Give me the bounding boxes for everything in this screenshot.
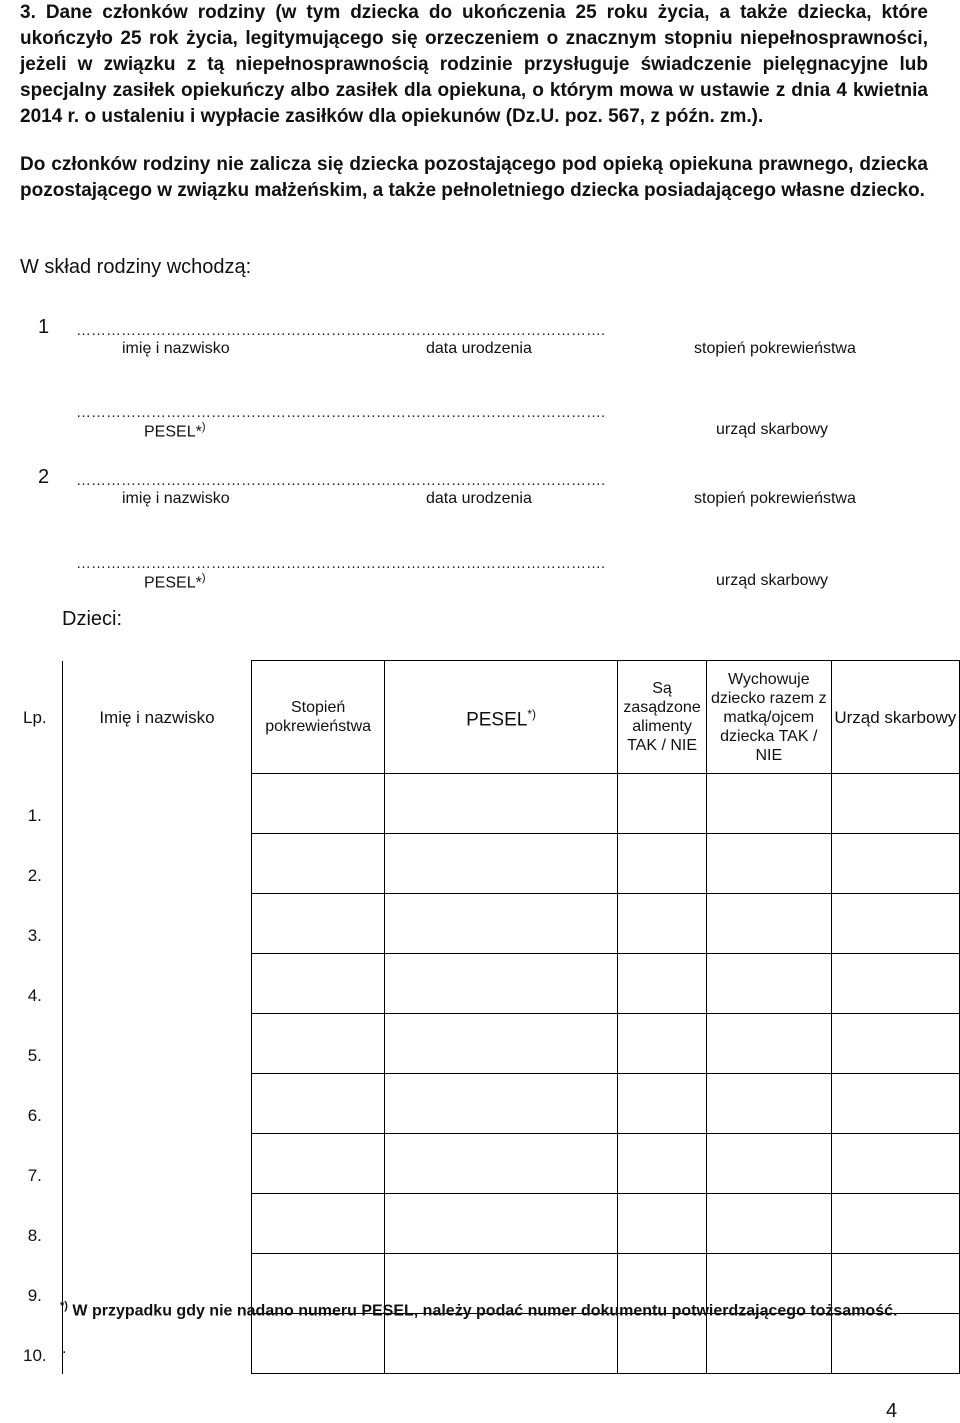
cell-raised[interactable] — [706, 1194, 831, 1254]
cell-relation[interactable] — [252, 954, 385, 1014]
footnote: *) W przypadku gdy nie nadano numeru PESEL, należy podać numer dokumentu potwierdzającego tożsamość. — [60, 1300, 898, 1320]
row-number: 5. — [8, 1014, 62, 1074]
table-row — [8, 1134, 960, 1194]
cell-relation[interactable] — [252, 774, 385, 834]
table-row — [8, 954, 960, 1014]
member-number: 2 — [38, 466, 50, 488]
cell-name[interactable] — [62, 774, 252, 834]
cell-relation[interactable] — [252, 1014, 385, 1074]
cell-alimony[interactable] — [618, 954, 707, 1014]
pesel-label: PESEL*) — [144, 572, 206, 592]
table-row — [8, 1074, 960, 1134]
cell-name[interactable] — [62, 954, 252, 1014]
cell-alimony[interactable] — [618, 774, 707, 834]
row-number: 3. — [8, 894, 62, 954]
exclusion-paragraph: Do członków rodziny nie zalicza się dziecka pozostającego pod opieką opiekuna prawnego, dziecka pozostającego w związku małżeńskim, a także pełnoletniego dziecka posiadającego własne dziecko. — [20, 154, 928, 201]
cell-office[interactable] — [831, 1194, 959, 1254]
cell-pesel[interactable] — [384, 1194, 617, 1254]
cell-name[interactable] — [62, 834, 252, 894]
row-number: 6. — [8, 1074, 62, 1134]
cell-pesel[interactable] — [384, 1074, 617, 1134]
cell-raised[interactable] — [706, 954, 831, 1014]
cell-raised[interactable] — [706, 894, 831, 954]
col-header-relation: Stopień pokrewieństwa — [252, 661, 385, 774]
row-number: 1. — [8, 774, 62, 834]
pesel-label: PESEL*) — [144, 421, 206, 441]
children-heading: Dzieci: — [62, 608, 123, 630]
cell-raised[interactable] — [706, 1134, 831, 1194]
cell-name[interactable] — [62, 1134, 252, 1194]
intro-paragraph: 3. Dane członków rodziny (w tym dziecka do ukończenia 25 roku życia, a także dziecka, które ukończyło 25 rok życia, legitymującego się orzeczeniem o znacznym stopniu niepełnosprawności, jeżeli w związku z tą niepełnosprawnością rodzinie przysługuje świadczenie pielęgnacyjne lub specjalny zasiłek opiekuńczy albo zasiłek dla opiekuna, o którym mowa w ustawie z dnia 4 kwietnia 2014 r. o ustaleniu i wypłacie zasiłków dla opiekunów (Dz.U. poz. 567, z późn. zm.). — [20, 2, 928, 127]
member-number: 1 — [38, 316, 50, 338]
tax-office-label: urząd skarbowy — [716, 572, 829, 589]
cell-name[interactable] — [62, 1014, 252, 1074]
table-row — [8, 834, 960, 894]
cell-name[interactable] — [62, 1074, 252, 1134]
birth-date-label: data urodzenia — [426, 490, 532, 507]
row-number: 8. — [8, 1194, 62, 1254]
cell-alimony[interactable] — [618, 894, 707, 954]
cell-raised[interactable] — [706, 834, 831, 894]
cell-relation[interactable] — [252, 1074, 385, 1134]
row-number: 4. — [8, 954, 62, 1014]
cell-raised[interactable] — [706, 1074, 831, 1134]
cell-pesel[interactable] — [384, 834, 617, 894]
cell-office[interactable] — [831, 1074, 959, 1134]
cell-pesel[interactable] — [384, 954, 617, 1014]
table-row — [8, 894, 960, 954]
children-table — [8, 660, 960, 1374]
cell-office[interactable] — [831, 774, 959, 834]
cell-raised[interactable] — [706, 774, 831, 834]
tax-office-label: urząd skarbowy — [716, 421, 829, 438]
cell-raised[interactable] — [706, 1314, 831, 1374]
col-header-pesel: PESEL*) — [384, 661, 617, 774]
cell-alimony[interactable] — [618, 1074, 707, 1134]
name-label: imię i nazwisko — [122, 340, 230, 357]
cell-office[interactable] — [831, 1314, 959, 1374]
member-name-birth-relation-field[interactable]: ……………………………………………………………………………………………. — [76, 472, 606, 489]
table-row — [8, 774, 960, 834]
col-header-lp: Lp. — [8, 661, 62, 774]
row-number: 7. — [8, 1134, 62, 1194]
cell-alimony[interactable] — [618, 1314, 707, 1374]
cell-office[interactable] — [831, 834, 959, 894]
relation-label: stopień pokrewieństwa — [694, 490, 856, 507]
cell-office[interactable] — [831, 954, 959, 1014]
cell-alimony[interactable] — [618, 1134, 707, 1194]
col-header-name: Imię i nazwisko — [62, 661, 252, 774]
cell-relation[interactable] — [252, 1134, 385, 1194]
name-label: imię i nazwisko — [122, 490, 230, 507]
cell-pesel[interactable] — [384, 1314, 617, 1374]
cell-relation[interactable] — [252, 834, 385, 894]
cell-pesel[interactable] — [384, 894, 617, 954]
row-number: 9. — [8, 1254, 62, 1314]
cell-office[interactable] — [831, 1014, 959, 1074]
cell-alimony[interactable] — [618, 834, 707, 894]
cell-office[interactable] — [831, 1134, 959, 1194]
cell-alimony[interactable] — [618, 1014, 707, 1074]
family-composition-heading: W skład rodziny wchodzą: — [20, 256, 252, 278]
table-row — [8, 1194, 960, 1254]
cell-pesel[interactable] — [384, 774, 617, 834]
page-number: 4 — [886, 1400, 898, 1422]
cell-pesel[interactable] — [384, 1014, 617, 1074]
cell-pesel[interactable] — [384, 1134, 617, 1194]
cell-office[interactable] — [831, 894, 959, 954]
row-number: 10. — [8, 1314, 62, 1374]
row-number: 2. — [8, 834, 62, 894]
footnote-trailing-dot: . — [62, 1340, 67, 1357]
col-header-tax-office: Urząd skarbowy — [831, 661, 959, 774]
cell-raised[interactable] — [706, 1014, 831, 1074]
cell-name[interactable] — [62, 1314, 252, 1374]
member-pesel-office-field[interactable]: ……………………………………………………………………………………………. — [76, 555, 606, 572]
table-row — [8, 1014, 960, 1074]
cell-alimony[interactable] — [618, 1194, 707, 1254]
cell-name[interactable] — [62, 894, 252, 954]
col-header-alimony: Są zasądzone alimenty TAK / NIE — [618, 661, 707, 774]
table-row — [8, 1314, 960, 1374]
table-header-row — [8, 661, 960, 774]
birth-date-label: data urodzenia — [426, 340, 532, 357]
cell-relation[interactable] — [252, 1314, 385, 1374]
relation-label: stopień pokrewieństwa — [694, 340, 856, 357]
col-header-raised-together: Wychowuje dziecko razem z matką/ojcem dziecka TAK / NIE — [706, 661, 831, 774]
cell-name[interactable] — [62, 1194, 252, 1254]
member-pesel-office-field[interactable]: ……………………………………………………………………………………………. — [76, 404, 606, 421]
member-name-birth-relation-field[interactable]: ……………………………………………………………………………………………. — [76, 322, 606, 339]
cell-relation[interactable] — [252, 894, 385, 954]
cell-relation[interactable] — [252, 1194, 385, 1254]
